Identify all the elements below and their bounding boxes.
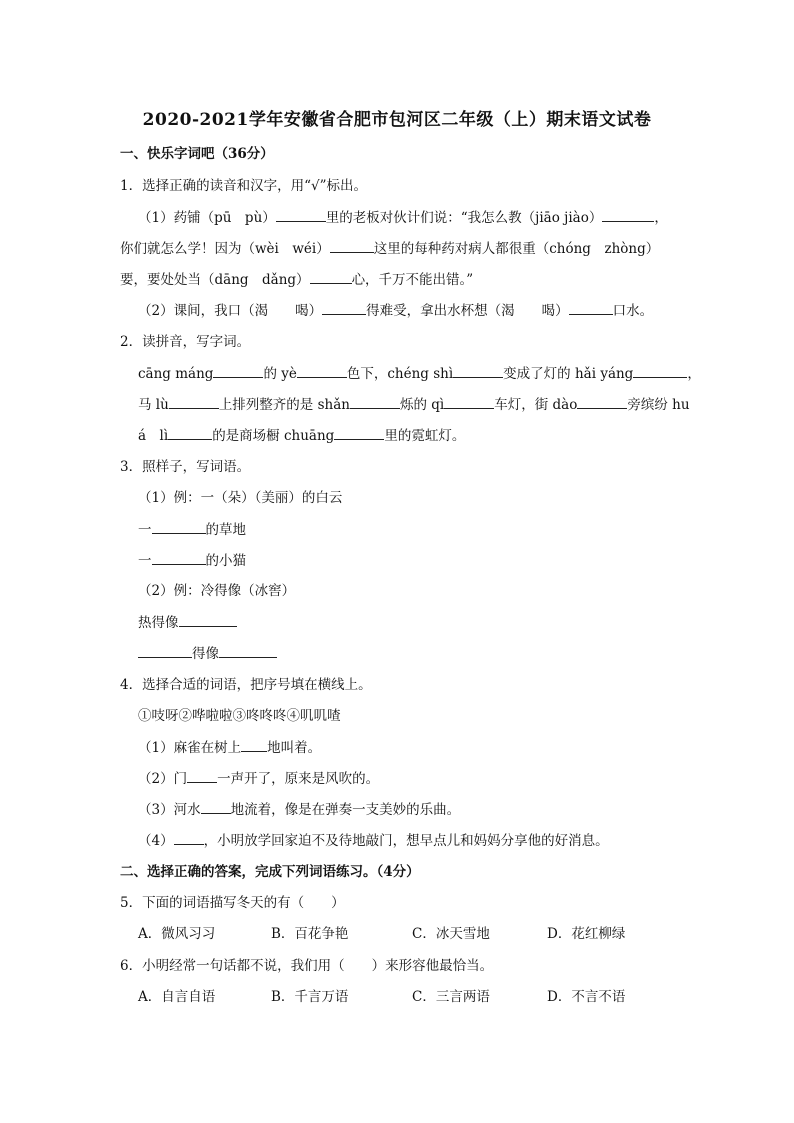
q2-l1c: 色下，chéng shì <box>346 366 454 382</box>
q3-a2a: 一 <box>138 553 152 569</box>
q1-l3b: 心，千万不能出错。” <box>351 272 474 288</box>
q2-l2d: 车灯，街 dào <box>494 397 578 413</box>
answer-blank[interactable] <box>152 521 206 534</box>
q4-s2b: 一声开了，原来是风吹的。 <box>217 771 380 787</box>
answer-blank[interactable] <box>168 427 212 440</box>
q3-a1a: 一 <box>138 522 152 538</box>
q4-sentence-2 <box>138 770 379 787</box>
q2-l2e: 旁缤纷 hu <box>627 397 690 413</box>
answer-blank[interactable] <box>569 302 613 315</box>
q2-line-3 <box>138 427 465 444</box>
q1-l4b: 得难受，拿出水杯想（渴 喝） <box>366 303 569 319</box>
answer-blank[interactable] <box>330 240 374 253</box>
q6-option-a[interactable]: A．自言自语 <box>138 989 216 1005</box>
q4-sentence-4 <box>138 832 609 849</box>
q6-stem: 6．小明经常一句话都不说，我们用（ ）来形容他最恰当。 <box>120 958 494 974</box>
q3-a3a: 热得像 <box>138 615 179 631</box>
answer-blank[interactable] <box>350 396 400 409</box>
q4-s1a: （1）麻雀在树上 <box>138 740 242 756</box>
q3-a1b: 的草地 <box>205 522 246 538</box>
answer-blank[interactable] <box>602 209 654 222</box>
q1-line-4 <box>138 302 653 319</box>
answer-blank[interactable] <box>453 365 503 378</box>
answer-blank[interactable] <box>444 396 494 409</box>
q3-stem: 3．照样子，写词语。 <box>120 459 251 475</box>
q6-option-b[interactable]: B．千言万语 <box>271 989 349 1005</box>
q1-l2a: 你们就怎么学！因为（wèi wéi） <box>120 241 330 257</box>
answer-blank[interactable] <box>169 396 219 409</box>
q1-line-2 <box>120 240 659 257</box>
q2-l3c: 里的霓虹灯。 <box>384 428 466 444</box>
answer-blank[interactable] <box>241 739 267 752</box>
q1-l1c: ， <box>654 210 668 226</box>
q3-a4b: 得像 <box>192 646 219 662</box>
q2-l1e: ， <box>687 366 701 382</box>
q2-line-1 <box>138 365 701 382</box>
answer-blank[interactable] <box>174 832 204 845</box>
answer-blank[interactable] <box>276 209 326 222</box>
section2-heading: 二、选择正确的答案，完成下列词语练习。（4分） <box>120 864 420 880</box>
answer-blank[interactable] <box>187 770 217 783</box>
q3-example-1: （1）例：一（朵）（美丽）的白云 <box>138 490 343 506</box>
q4-s3b: 地流着，像是在弹奏一支美妙的乐曲。 <box>230 802 461 818</box>
q5-option-d[interactable]: D．花红柳绿 <box>547 926 626 942</box>
answer-blank[interactable] <box>219 645 277 658</box>
q5-option-a[interactable]: A．微风习习 <box>138 926 216 942</box>
q3-example-2: （2）例：冷得像（冰窖） <box>138 583 296 599</box>
q1-l3a: 要，要处处当（dāng dǎng） <box>120 272 310 288</box>
q6-options <box>138 989 658 1005</box>
exam-title: 2020-2021学年安徽省合肥市包河区二年级（上）期末语文试卷 <box>142 110 652 130</box>
q2-l3b: 的是商场橱 chuāng <box>212 428 335 444</box>
q1-line-3 <box>120 271 473 288</box>
q2-l1a: cāng máng <box>138 366 214 382</box>
q4-sentence-1 <box>138 739 321 756</box>
q3-answer-4 <box>138 645 277 662</box>
q1-l4c: 口水。 <box>612 303 654 319</box>
q3-answer-3 <box>138 614 237 631</box>
answer-blank[interactable] <box>179 614 237 627</box>
answer-blank[interactable] <box>152 552 206 565</box>
q6-option-d[interactable]: D．不言不语 <box>547 989 626 1005</box>
q2-l1d: 变成了灯的 hǎi yáng <box>503 366 634 382</box>
answer-blank[interactable] <box>334 427 384 440</box>
answer-blank[interactable] <box>201 801 231 814</box>
section1-heading: 一、快乐字词吧（36分） <box>120 146 274 162</box>
q4-stem: 4．选择合适的词语，把序号填在横线上。 <box>120 677 372 693</box>
q2-l1b: 的 yè <box>263 366 297 382</box>
q5-options <box>138 926 658 942</box>
q3-a2b: 的小猫 <box>205 553 246 569</box>
answer-blank[interactable] <box>633 365 687 378</box>
q4-s4a: （4） <box>138 833 174 849</box>
q4-s1b: 地叫着。 <box>267 740 322 756</box>
q1-stem: 1．选择正确的读音和汉字，用“√”标出。 <box>120 178 367 194</box>
q4-s2a: （2）门 <box>138 771 188 787</box>
answer-blank[interactable] <box>213 365 263 378</box>
q2-l2c: 烁的 qì <box>399 397 445 413</box>
q6-option-c[interactable]: C．三言两语 <box>412 989 490 1005</box>
q1-line-1 <box>138 209 668 226</box>
q4-options: ①吱呀②哗啦啦③咚咚咚④叽叽喳 <box>138 708 341 724</box>
q2-l2a: 马 lù <box>138 397 169 413</box>
q2-l3a: á lì <box>138 428 169 444</box>
q3-answer-1 <box>138 521 246 538</box>
q1-l2b: 这里的每种药对病人都很重（chóng zhòng） <box>373 241 660 257</box>
q5-stem: 5．下面的词语描写冬天的有（ ） <box>120 895 345 911</box>
q5-option-b[interactable]: B．百花争艳 <box>271 926 349 942</box>
q4-sentence-3 <box>138 801 460 818</box>
q1-l4a: （2）课间，我口（渴 喝） <box>138 303 323 319</box>
answer-blank[interactable] <box>297 365 347 378</box>
q2-stem: 2．读拼音，写字词。 <box>120 334 251 350</box>
q5-option-c[interactable]: C．冰天雪地 <box>412 926 490 942</box>
q4-s4b: ，小明放学回家迫不及待地敲门，想早点儿和妈妈分享他的好消息。 <box>203 833 609 849</box>
answer-blank[interactable] <box>577 396 627 409</box>
answer-blank[interactable] <box>322 302 366 315</box>
answer-blank[interactable] <box>310 271 352 284</box>
q4-s3a: （3）河水 <box>138 802 201 818</box>
q3-answer-2 <box>138 552 246 569</box>
q1-l1a: （1）药铺（pū pù） <box>138 210 276 226</box>
q2-line-2 <box>138 396 690 413</box>
q2-l2b: 上排列整齐的是 shǎn <box>218 397 350 413</box>
q1-l1b: 里的老板对伙计们说：“我怎么教（jiāo jiào） <box>325 210 603 226</box>
answer-blank[interactable] <box>138 645 192 658</box>
